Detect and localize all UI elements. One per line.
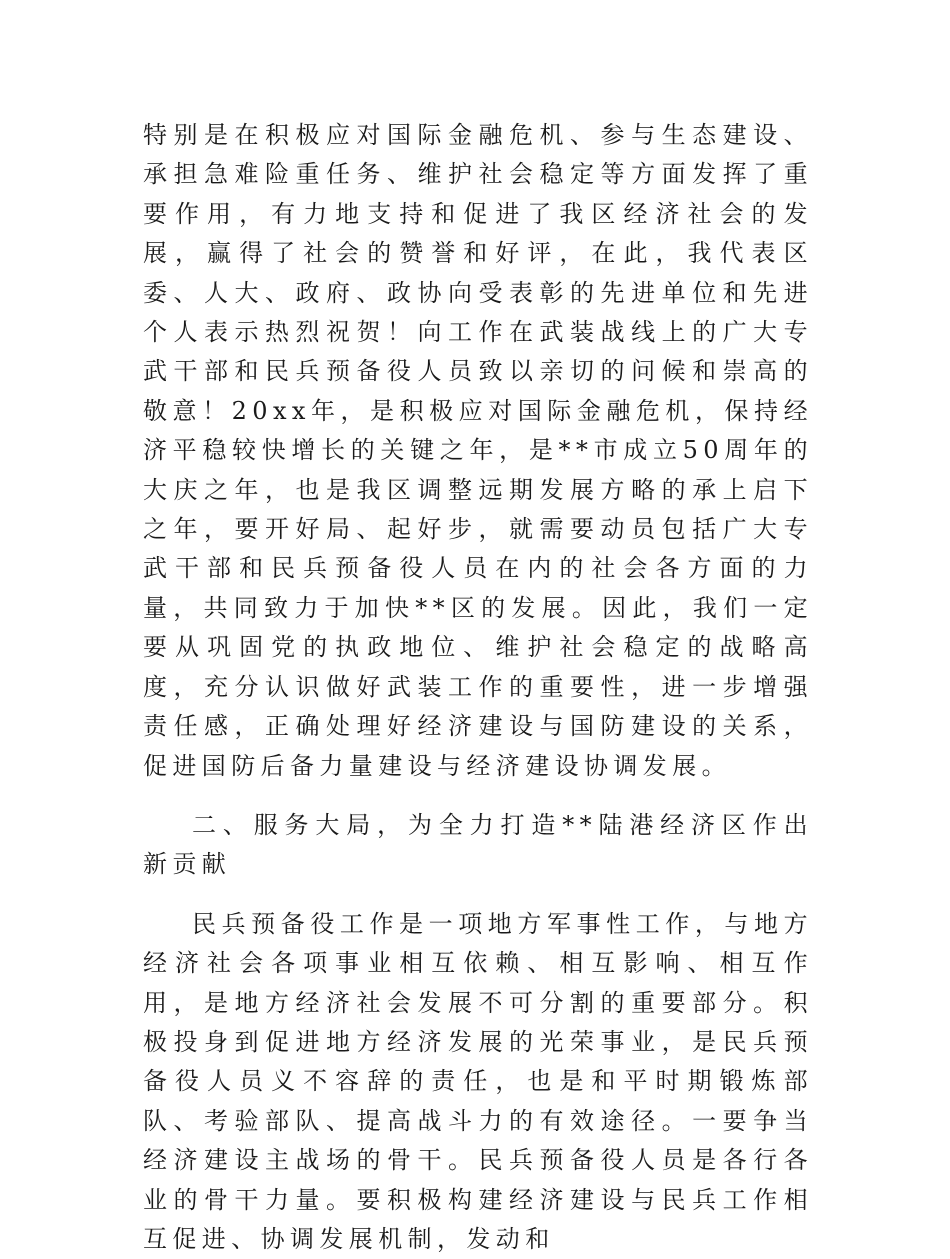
paragraph-body: 民兵预备役工作是一项地方军事性工作，与地方经济社会各项事业相互依赖、相互影响、相互作用，是地方经济社会发展不可分割的重要部分。积极投身到促进地方经济发展的光荣事业，是民兵预备役人员义不容辞的责任，也是和平时期锻炼部队、考验部队、提高战斗力的有效途径。一要争当经济建设主战场的骨干。民兵预备役人员是各行各业的骨干力量。要积极构建经济建设与民兵工作相互促进、协调发展机制，发动和: [143, 909, 813, 1253]
document-page: [143, 116, 813, 1259]
section-heading: 二、服务大局，为全力打造**陆港经济区作出新贡献: [143, 810, 813, 879]
paragraph-continuation: 特别是在积极应对国际金融危机、参与生态建设、承担急难险重任务、维护社会稳定等方面发挥了重要作用，有力地支持和促进了我区经济社会的发展，赢得了社会的赞誉和好评，在此，我代表区委、人大、政府、政协向受表彰的先进单位和先进个人表示热烈祝贺！向工作在武装战线上的广大专武干部和民兵预备役人员致以亲切的问候和崇高的敬意！20xx年，是积极应对国际金融危机，保持经济平稳较快增长的关键之年，是**市成立50周年的大庆之年，也是我区调整远期发展方略的承上启下之年，要开好局、起好步，就需要动员包括广大专武干部和民兵预备役人员在内的社会各方面的力量，共同致力于加快**区的发展。因此，我们一定要从巩固党的执政地位、维护社会稳定的战略高度，充分认识做好武装工作的重要性，进一步增强责任感，正确处理好经济建设与国防建设的关系，促进国防后备力量建设与经济建设协调发展。: [143, 121, 813, 780]
